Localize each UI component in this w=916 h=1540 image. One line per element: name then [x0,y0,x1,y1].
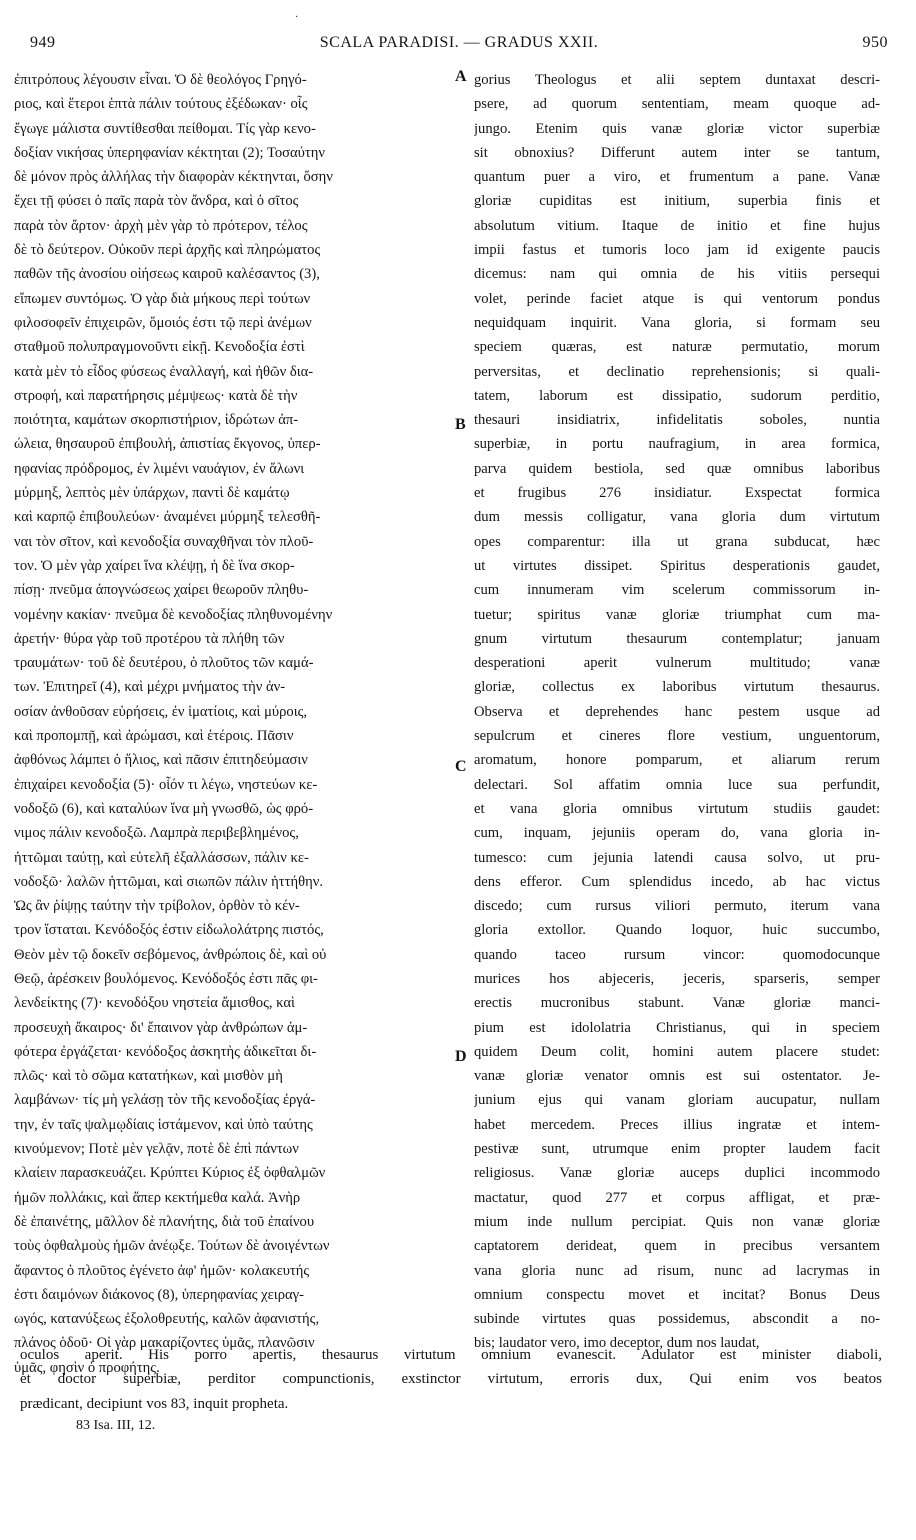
latin-text-line: gloriæ, collectus ex laboribus virtutum thesaurus. [474,679,880,696]
latin-text-line: mactatur, quod 277 et corpus affligat, et præ- [474,1189,880,1206]
greek-text-line: την, ἐν ταῖς ψαλμῳδίαις ἱστάμενον, καὶ ὑπὸ ταύτης [14,1116,313,1133]
latin-text-line: murices hos abjeceris, jeceris, sparseris, semper [474,970,880,987]
section-marker-d: D [455,1048,467,1065]
latin-text-line: captatorem derideat, quem in precibus versantem [474,1238,880,1255]
latin-text-line: gorius Theologus et alii septem duntaxat descri- [474,72,880,88]
latin-text-line: quantum puer a viro, et frumentum a pane. Vanæ [474,169,880,186]
greek-text-line: νομένην κακίαν· πνεῦμα δὲ κενοδοξίας πληθυνομένην [14,606,333,623]
latin-text-line: thesauri insidiatrix, infidelitatis soboles, nuntia [474,412,880,429]
greek-text-line: πλάνος ὁδοῦ· Οἱ γὰρ μακαρίζοντες ὑμᾶς, πλανῶσιν [14,1335,315,1352]
latin-text-line: mium inde nullum percipiat. Quis non vanæ gloriæ [474,1213,880,1230]
greek-text-line: δὲ τὸ δεύτερον. Οὐκοῦν περὶ ἀρχῆς καὶ πληρώματος [14,242,321,259]
latin-text-line: erectis mucronibus stabunt. Vanæ gloriæ manci- [474,995,880,1012]
greek-text-line: δὲ ἐπαινέτης, μᾶλλον δὲ πλανήτης, διὰ τοῦ ἐπαίνου [14,1213,315,1230]
greek-text-line: ἐπιτρόπους λέγουσιν εἶναι. Ὁ δὲ θεολόγος Γρηγό- [14,72,307,88]
latin-text-line: sepulcrum et cineres flore vestium, unguentorum, [474,728,880,745]
full-width-text [20,1343,882,1416]
section-marker-c: C [455,758,467,775]
greek-text-line: οσίαν ἀνθοῦσαν εὑρήσεις, ἐν ἱματίοις, καὶ μύροις, [14,703,308,720]
latin-text-line: nequidquam inquirit. Vana gloria, si formam seu [474,314,880,331]
latin-text-line: desperationi aperit vulnerum multitudo; vanæ [474,655,880,672]
page-number-left: 949 [30,34,56,51]
greek-column [14,68,460,1380]
greek-text-line: ἐπιχαίρει κενοδοξία (5)· οἷόν τι λέγω, νηστεύων κε- [14,776,318,793]
latin-text-line: cum innumeram vim scelerum commissorum in- [474,582,880,599]
latin-text-line: Observa et deprehendes hanc pestem usque ad [474,703,880,720]
greek-text-line: ναι τὸν σῖτον, καὶ κενοδοξία συναχθῆναι τὸν πλοῦ- [14,533,314,550]
greek-text-line: σταθμοῦ πολυπραγμονοῦντι εἰκῇ. Κενοδοξία ἐστὶ [14,339,305,356]
greek-text-line: καὶ προπομπῇ, καὶ ἀρώμασι, καὶ ἑτέροις. Πᾶσιν [14,728,294,745]
greek-text-line: δοξίαν νικήσας ὑπερηφανίαν κέκτηται (2); Τοσαύτην [14,144,325,161]
greek-text-line: ἄφαντος ὁ πλοῦτος ἐγένετο ἀφ' ἡμῶν· κολακευτής [14,1262,310,1279]
latin-text-line: pestivæ sunt, utrumque enim propter laudem facit [474,1141,880,1158]
greek-text-line: ἀφθόνως λάμπει ὁ ἥλιος, καὶ πᾶσιν ἐπιτηδεύμασιν [14,752,308,769]
greek-text-line: ποιότητα, καμάτων σκορπιστήριον, ἱδρώτων ἀπ- [14,412,299,429]
greek-text-line: ἐστι δαιμόνων διάκονος (8), ὑπερηφανίας χειραγ- [14,1286,304,1303]
greek-text-line: κλαίειν παρασκευάζει. Κρύπτει Κύριος ἐξ ὀφθαλμῶν [14,1165,326,1182]
full-width-text-line: et doctor superbiæ, perditor compunctionis, exstinctor virtutum, erroris dux, Qui enim vos beatos [20,1371,882,1388]
latin-text-line: gnum virtutum thesaurum contemplatur; januam [474,630,880,647]
full-width-text-line: oculos aperit. His porro apertis, thesaurus virtutum omnium evanescit. Adulator est minister diaboli, [20,1347,882,1363]
section-marker-b: B [455,416,466,433]
latin-text-line: parva quidem bestiola, sed quæ omnibus laboribus [474,460,880,477]
latin-text-line: pium est idololatria Christianus, qui in speciem [474,1019,880,1036]
latin-text-line: opes comparentur: illa ut grana subducat, hæc [474,533,880,550]
latin-text-line: superbiæ, in portu naufragium, in area formica, [474,436,880,453]
footnote: 83 Isa. III, 12. [76,1418,156,1433]
latin-text-line: vanæ gloriæ venator omnis est sui ostentator. Je- [474,1068,880,1085]
greek-text-line: των. Ἐπιτηρεῖ (4), καὶ μέχρι μνήματος τὴν ἀν- [14,679,286,696]
greek-text-line: τοὺς ὀφθαλμοὺς ἡμῶν ἀνέῳξε. Τούτων δὲ ἀνοιγέντων [14,1238,330,1255]
latin-text-line: dens efferor. Cum splendidus incedo, ab hac victus [474,873,880,890]
latin-text-line: quidem Deum colit, homini autem placere studet: [474,1043,880,1060]
greek-text-line: νοδοξῶ (6), καὶ καταλύων ἵνα μὴ γνωσθῶ, ὡς φρό- [14,800,314,817]
running-title: SCALA PARADISI. — GRADUS XXII. [319,34,599,51]
latin-text-line: dicemus: nam qui omnia de his vitiis persequi [474,266,880,283]
greek-text-line: τραυμάτων· τοῦ δὲ δευτέρου, ὁ πλοῦτος τῶν καμά- [14,655,314,672]
latin-text-line: tatem, laborum est dissipatio, sudorum perditio, [474,387,880,404]
greek-text-line: λενδείκτης (7)· κενοδόξου νηστεία ἄμισθος, καὶ [14,995,295,1012]
latin-text-line: religiosus. Vanæ gloriæ auceps duplici incommodo [474,1165,880,1182]
latin-text-line: absolutum vitium. Itaque de initio et fine hujus [474,217,880,234]
latin-text-line: dum messis colligatur, vana gloria dum virtutum [474,509,880,526]
latin-text-line: tuetur; spiritus vanæ gloriæ triumphat cum ma- [474,606,880,623]
greek-text-line: παρὰ τὸν ἄρτον· ἀρχὴ μὲν γὰρ τὸ πρότερον, τέλος [14,217,308,234]
latin-text-line: gloriæ cupiditas est initium, superbia finis et [474,193,880,210]
greek-text-line: Θεὸν μὲν τῷ δοκεῖν σεβόμενος, ἀνθρώποις δὲ, καὶ οὐ [14,946,327,963]
full-width-text-line: prædicant, decipiunt vos 83, inquit propheta. [20,1395,289,1412]
greek-text-line: τρον ἵσταται. Κενόδοξός ἐστιν εἰδωλολάτρης πιστός, [14,922,324,939]
latin-text-line: subinde virtutes quas possidemus, abscondit a no- [474,1311,880,1328]
latin-text-line: gloria extollor. Quando loquor, huic succumbo, [474,922,880,939]
latin-text-line: sit obnoxius? Differunt autem inter se tantum, [474,144,880,161]
greek-text-line: κινούμενον; Ποτὲ μὲν γελᾷν, ποτὲ δὲ ἐπὶ πάντων [14,1141,299,1158]
latin-text-line: aromatum, honore pomparum, et aliarum rerum [474,752,880,769]
greek-text-line: ἡττῶμαι ταύτῃ, καὶ εὐτελῆ ἐξαλλάσσων, πάλιν κε- [14,849,309,866]
greek-text-line: πλῶς· καὶ τὸ σῶμα κατατήκων, καὶ μισθὸν μὴ [14,1068,283,1085]
greek-text-line: προσευχὴ ἄκαιρος· δι' ἔπαινον γὰρ ἀνθρώπων ἀμ- [14,1019,308,1036]
latin-text-line: volet, perinde faciet atque is qui ventorum pondus [474,290,880,307]
latin-column [474,68,880,1356]
page-header [30,34,888,60]
greek-text-line: ὑμᾶς, φησὶν ὁ προφήτης. [14,1359,160,1376]
greek-text-line: φιλοσοφεῖν ἐπιχειρῶν, ὅμοιός ἐστι τῷ περὶ ἀνέμων [14,314,312,331]
page-number-right: 950 [862,34,888,51]
greek-text-line: παθῶν τῆς ἀνοσίου οἰήσεως καιροῦ καλέσαντος (3), [14,266,320,283]
latin-text-line: delectari. Sol affatim omnia luce sua perfundit, [474,776,880,793]
latin-text-line: et vana gloria omnibus virtutum studiis gaudet: [474,800,880,817]
latin-text-line: impii fastus et tumoris loco jam id exigente paucis [474,242,880,259]
greek-text-line: λαμβάνων· τίς μὴ γελάσῃ τὸν τῆς κενοδοξίας ἐργά- [14,1092,316,1109]
greek-text-line: φότερα ἐργάζεται· κενόδοξος ἀσκητὴς ἀδικεῖται δι- [14,1043,317,1060]
latin-text-line: jungo. Etenim quis vanæ gloriæ victor superbiæ [474,120,880,137]
greek-text-line: νιμος πάλιν κενοδοξῶ. Λαμπρὰ περιβεβλημένος, [14,825,299,842]
greek-text-line: πίσῃ· πνεῦμα ἀπογνώσεως χαίρει θεωροῦν πληθυ- [14,582,309,599]
greek-text-line: κατὰ μὲν τὸ εἶδος φύσεως ἐναλλαγή, καὶ ἠθῶν δια- [14,363,314,380]
greek-text-line: ώλεια, θησαυροῦ ἐπιβουλή, ἀπιστίας ἔκγονος, ὑπερ- [14,436,321,453]
latin-text-line: vana gloria nunc ad risum, nunc ad lacrymas in [474,1262,880,1279]
latin-text-line: tumesco: cum jejunia latendi causa solvo, ut pru- [474,849,880,866]
greek-text-line: τον. Ὁ μὲν γὰρ χαίρει ἵνα κλέψῃ, ἡ δὲ ἵνα σκορ- [14,557,295,574]
latin-text-line: psere, ad quorum sententiam, meam quoque ad- [474,96,880,113]
greek-text-line: ἀρετήν· θύρα γὰρ τοῦ προτέρου τὰ πλήθη τῶν [14,630,285,647]
greek-text-line: ριος, καὶ ἕτεροι ἑπτὰ πάλιν τούτους ἐξέδωκαν· οἷς [14,96,308,113]
latin-text-line: quando taceo rursum vincor: quomodocunque [474,946,880,963]
latin-text-line: discedo; cum rursus viliori permuto, iterum vana [474,898,880,915]
greek-text-line: ἔγωγε μάλιστα συντίθεσθαι πείθομαι. Τίς γὰρ κενο- [14,120,316,137]
greek-text-line: καὶ καρπῷ ἐπιβουλεύων· ἀναμένει μύρμηξ τελεσθῆ- [14,509,321,526]
latin-text-line: et frugibus 276 insidiatur. Exspectat formica [474,485,880,502]
greek-text-line: ἡμῶν πολλάκις, καὶ ἅπερ κεκτήμεθα καλά. Ἀνὴρ [14,1189,301,1206]
greek-text-line: μύρμηξ, λεπτὸς μὲν ὑπάρχων, παντὶ δὲ καμάτῳ [14,485,290,502]
greek-text-line: Ὡς ἂν ῥίψῃς ταύτην τὴν τρίβολον, ὀρθὸν τὸ κέν- [14,898,300,915]
greek-text-line: δὲ μόνον πρὸς ἀλλήλας τὴν διαφορὰν κέκτηνται, ὅσην [14,169,333,186]
greek-text-line: εἴπωμεν συντόμως. Ὁ γὰρ διὰ μήκους περὶ τούτων [14,290,311,307]
latin-text-line: ut virtutes dissipet. Spiritus desperationis gaudet, [474,557,880,574]
latin-text-line: speciem quæras, est naturæ permutatio, morum [474,339,880,356]
greek-text-line: ηφανίας πρόδρομος, ἐν λιμένι ναυάγιον, ἐν ἅλωνι [14,460,305,477]
latin-text-line: bis; laudator vero, imo deceptor, dum nos laudat, [474,1335,760,1352]
latin-text-line: perversitas, et declinatio reprehensionis; si quali- [474,363,880,380]
latin-text-line: omnium conspectu movet et incitat? Bonus Deus [474,1286,880,1303]
greek-text-line: ωγός, κατανύξεως ἐξολοθρευτής, καλῶν ἀφανιστής, [14,1311,320,1328]
greek-text-line: Θεῷ, ἀρέσκειν βουλόμενος. Κενόδοξός ἐστι πᾶς φι- [14,970,318,987]
greek-text-line: νοδοξῶ· λαλῶν ἡττῶμαι, καὶ σιωπῶν πάλιν ἡττήθην. [14,873,324,890]
latin-text-line: junium ejus qui vanam gloriam aucupatur, nullam [474,1092,880,1109]
greek-text-line: ἔχει τῇ φύσει ὁ παῖς παρὰ τὸν ἄνδρα, καὶ ὁ σῖτος [14,193,299,210]
stray-mark: · [295,12,299,23]
latin-text-line: cum, inquam, jejuniis operam do, vana gloria in- [474,825,880,842]
latin-text-line: habet mercedem. Preces illius ingratæ et intem- [474,1116,880,1133]
section-marker-a: A [455,68,467,85]
greek-text-line: στροφή, καὶ παρατήρησις μέμψεως· κατὰ δὲ τὴν [14,387,298,404]
